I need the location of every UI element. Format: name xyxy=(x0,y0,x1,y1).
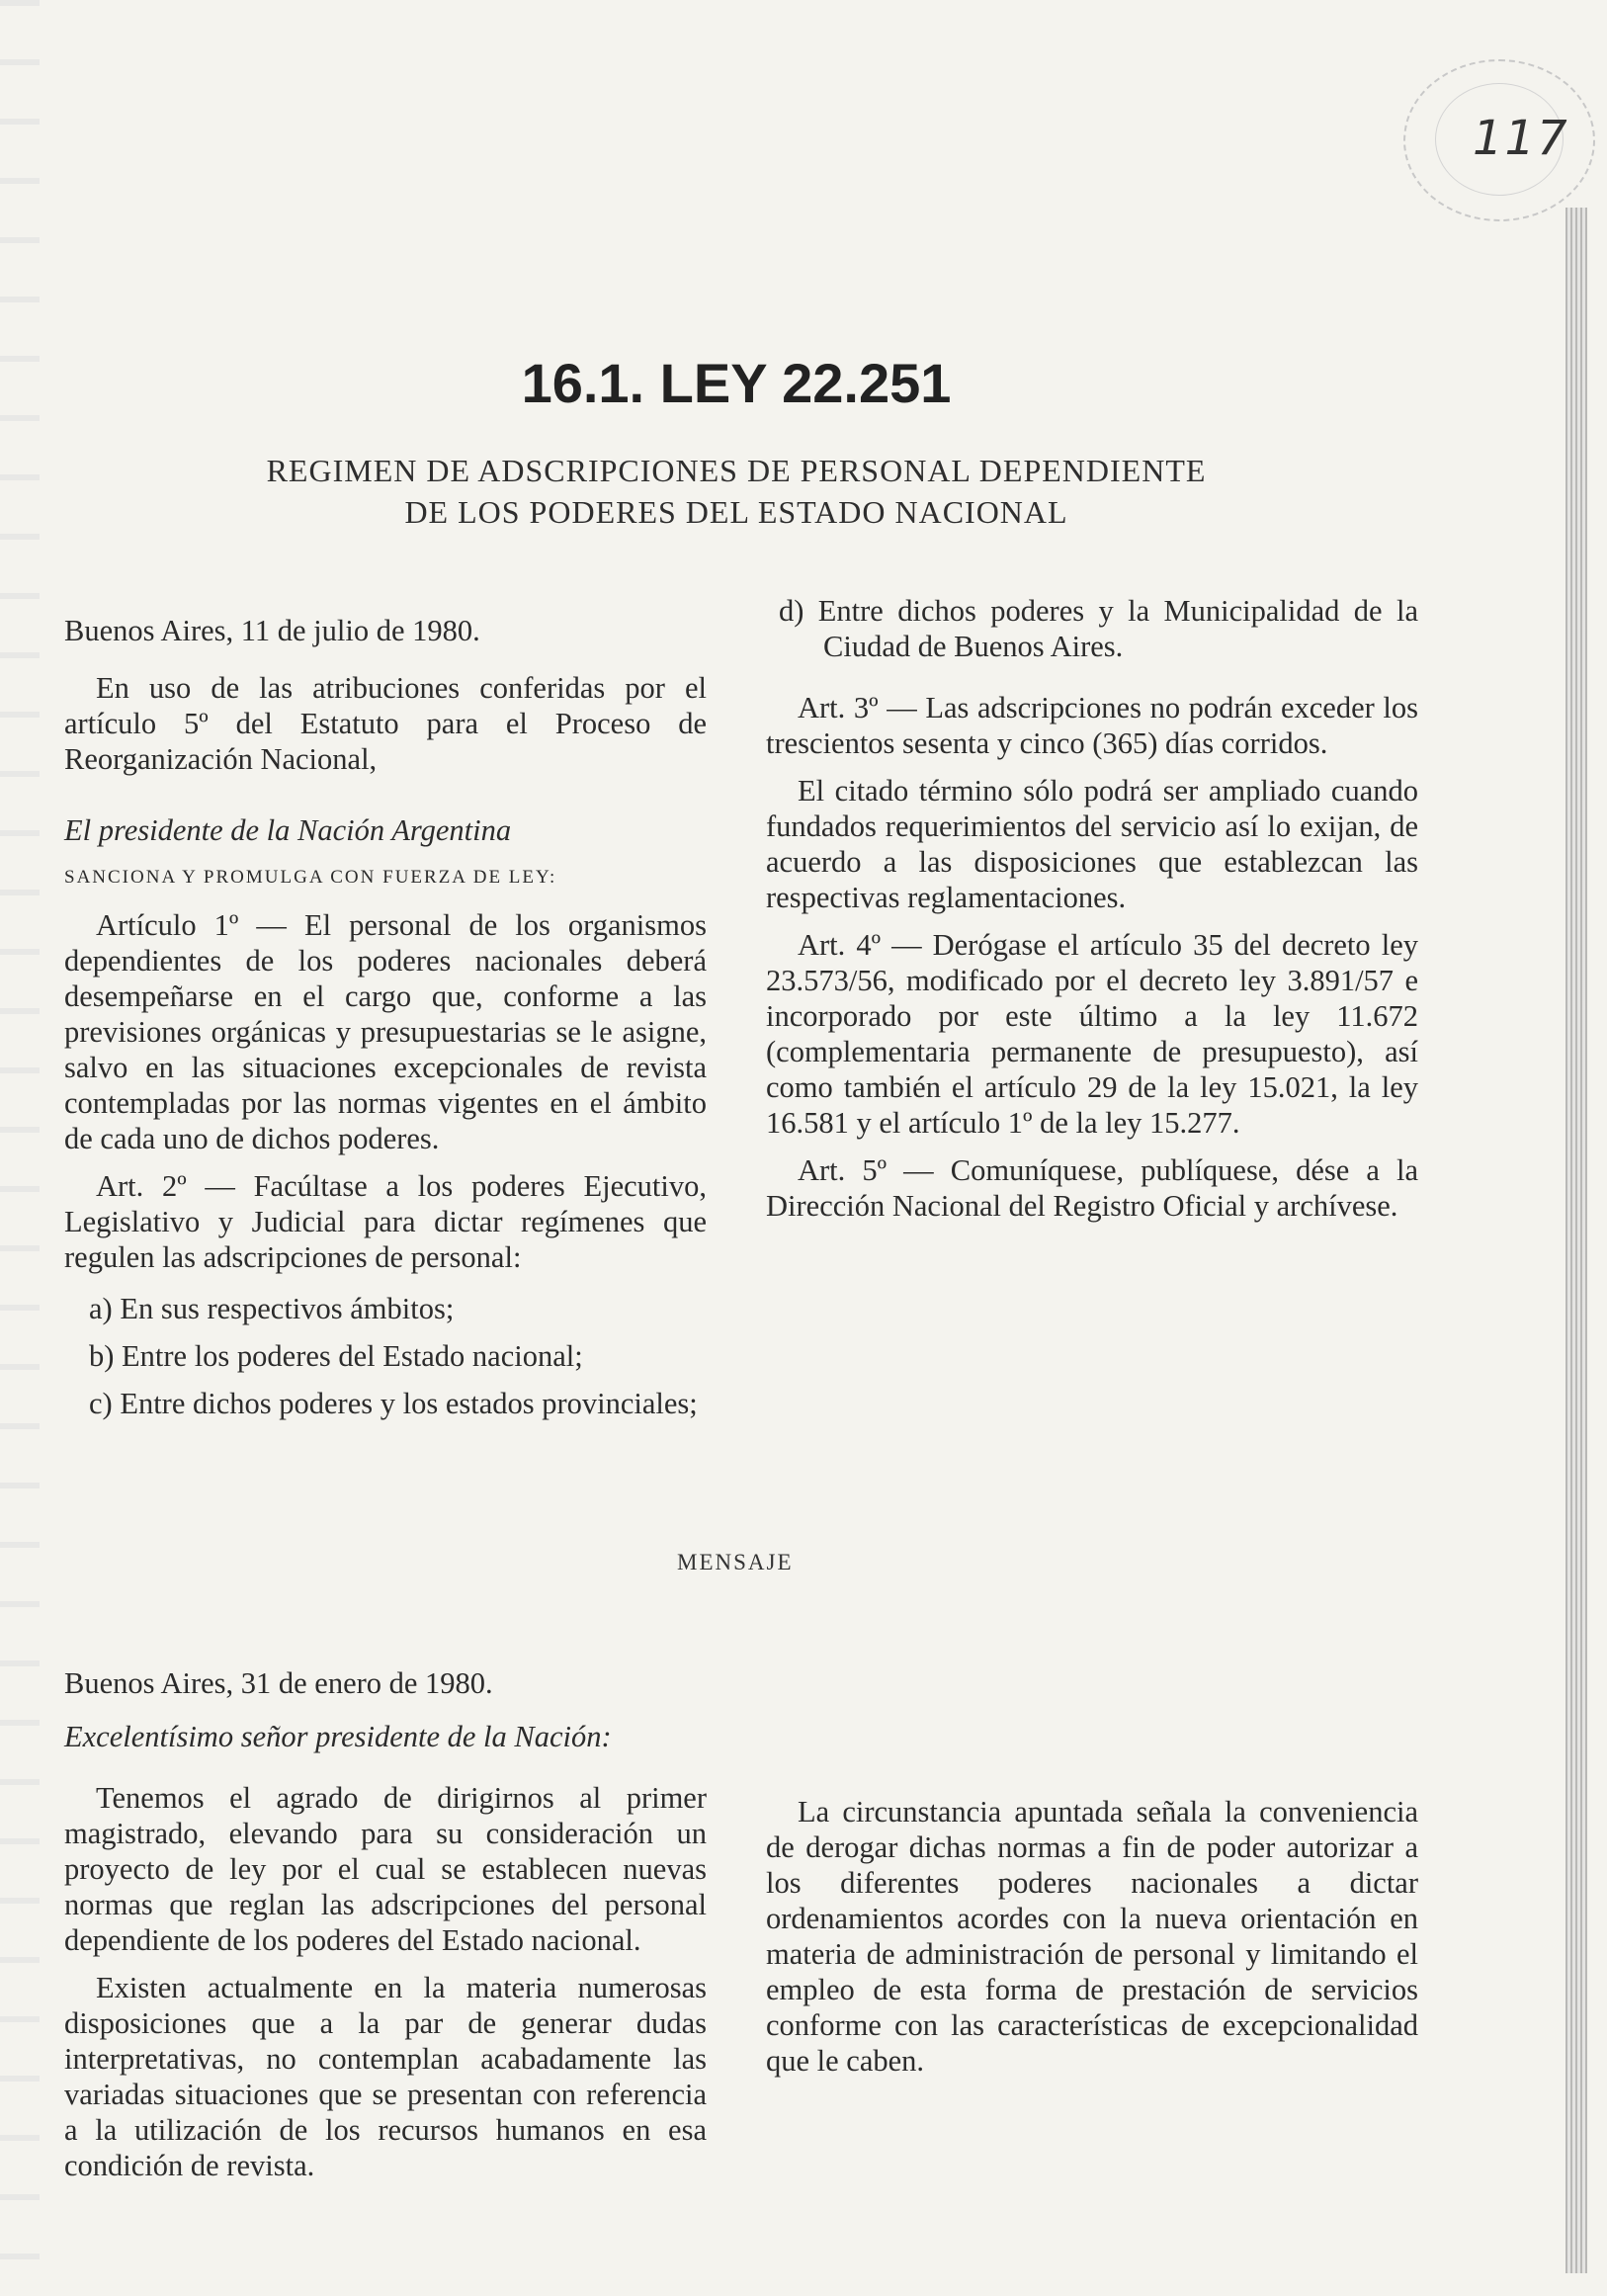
mensaje-salutation: Excelentísimo señor presidente de la Nación: xyxy=(64,1720,612,1753)
law-left-column xyxy=(64,613,707,1421)
binding-holes xyxy=(0,0,40,2296)
law-sanciona: SANCIONA Y PROMULGA CON FUERZA DE LEY: xyxy=(64,867,557,888)
law-item-a: a) En sus respectivos ámbitos; xyxy=(89,1292,455,1325)
law-item-d: d) Entre dichos poderes y la Municipalidad de la Ciudad de Buenos Aires. xyxy=(779,594,1418,663)
law-subtitle-line-2: DE LOS PODERES DEL ESTADO NACIONAL xyxy=(404,494,1068,530)
mensaje-paragraph-1: Tenemos el agrado de dirigirnos al primer magistrado, elevando para su consideración un proyecto de ley por el cual se establecen nuevas normas que reglan las adscripciones del personal dependiente de los poderes del Estado nacional. xyxy=(64,1781,707,1957)
law-article-3-continued: El citado término sólo podrá ser ampliado cuando fundados requerimientos del servicio así lo exijan, de acuerdo a las disposiciones que establezcan las respectivas reglamentaciones. xyxy=(766,774,1418,914)
law-title: 16.1. LEY 22.251 xyxy=(521,352,952,414)
mensaje-right-column xyxy=(766,1794,1418,2079)
mensaje-left-column xyxy=(64,1665,707,2183)
law-preamble: En uso de las atribuciones conferidas por el artículo 5º del Estatuto para el Proceso de Reorganización Nacional, xyxy=(64,671,707,776)
law-president: El presidente de la Nación Argentina xyxy=(64,813,512,847)
law-subtitle xyxy=(178,450,1295,533)
law-article-3: Art. 3º — Las adscripciones no podrán exceder los trescientos sesenta y cinco (365) días corridos. xyxy=(766,691,1418,760)
law-article-2: Art. 2º — Facúltase a los poderes Ejecutivo, Legislativo y Judicial para dictar regímenes que regulen las adscripciones de personal: xyxy=(64,1169,707,1274)
law-item-b: b) Entre los poderes del Estado nacional; xyxy=(89,1339,583,1373)
mensaje-heading: MENSAJE xyxy=(677,1550,794,1574)
law-subtitle-line-1: REGIMEN DE ADSCRIPCIONES DE PERSONAL DEPENDIENTE xyxy=(266,453,1207,488)
page-edge-shadow xyxy=(1565,208,1587,2273)
handwritten-page-number: 117 xyxy=(1473,111,1569,166)
law-article-5: Art. 5º — Comuníquese, publíquese, dése a la Dirección Nacional del Registro Oficial y archívese. xyxy=(766,1153,1418,1223)
law-date: Buenos Aires, 11 de julio de 1980. xyxy=(64,614,480,647)
mensaje-paragraph-2: Existen actualmente en la materia numerosas disposiciones que a la par de generar dudas interpretativas, no contemplan acabadamente las variadas situaciones que se presentan con referencia a la utilización de los recursos humanos en esa condición de revista. xyxy=(64,1971,707,2182)
mensaje-paragraph-3: La circunstancia apuntada señala la conveniencia de derogar dichas normas a fin de poder autorizar a los diferentes poderes nacionales a dictar ordenamientos acordes con la nueva orientación en materia de administración de personal y limitando el empleo de esta forma de prestación de servicios conforme con las características de excepcionalidad que le caben. xyxy=(766,1795,1418,2078)
mensaje-date: Buenos Aires, 31 de enero de 1980. xyxy=(64,1666,493,1700)
law-article-4: Art. 4º — Derógase el artículo 35 del decreto ley 23.573/56, modificado por el decreto ley 3.891/57 e incorporado por este último a la ley 11.672 (complementaria permanente de presupuesto), así como también el artículo 29 de la ley 15.021, la ley 16.581 y el artículo 1º de la ley 15.277. xyxy=(766,928,1418,1140)
law-right-column xyxy=(766,593,1418,1224)
law-item-c: c) Entre dichos poderes y los estados provinciales; xyxy=(89,1387,698,1420)
law-article-1: Artículo 1º — El personal de los organismos dependientes de los poderes nacionales deberá desempeñarse en el cargo que, conforme a las previsiones orgánicas y presupuestarias se le asigne, salvo en las situaciones excepcionales de revista contempladas por las normas vigentes en el ámbito de cada uno de dichos poderes. xyxy=(64,908,707,1155)
